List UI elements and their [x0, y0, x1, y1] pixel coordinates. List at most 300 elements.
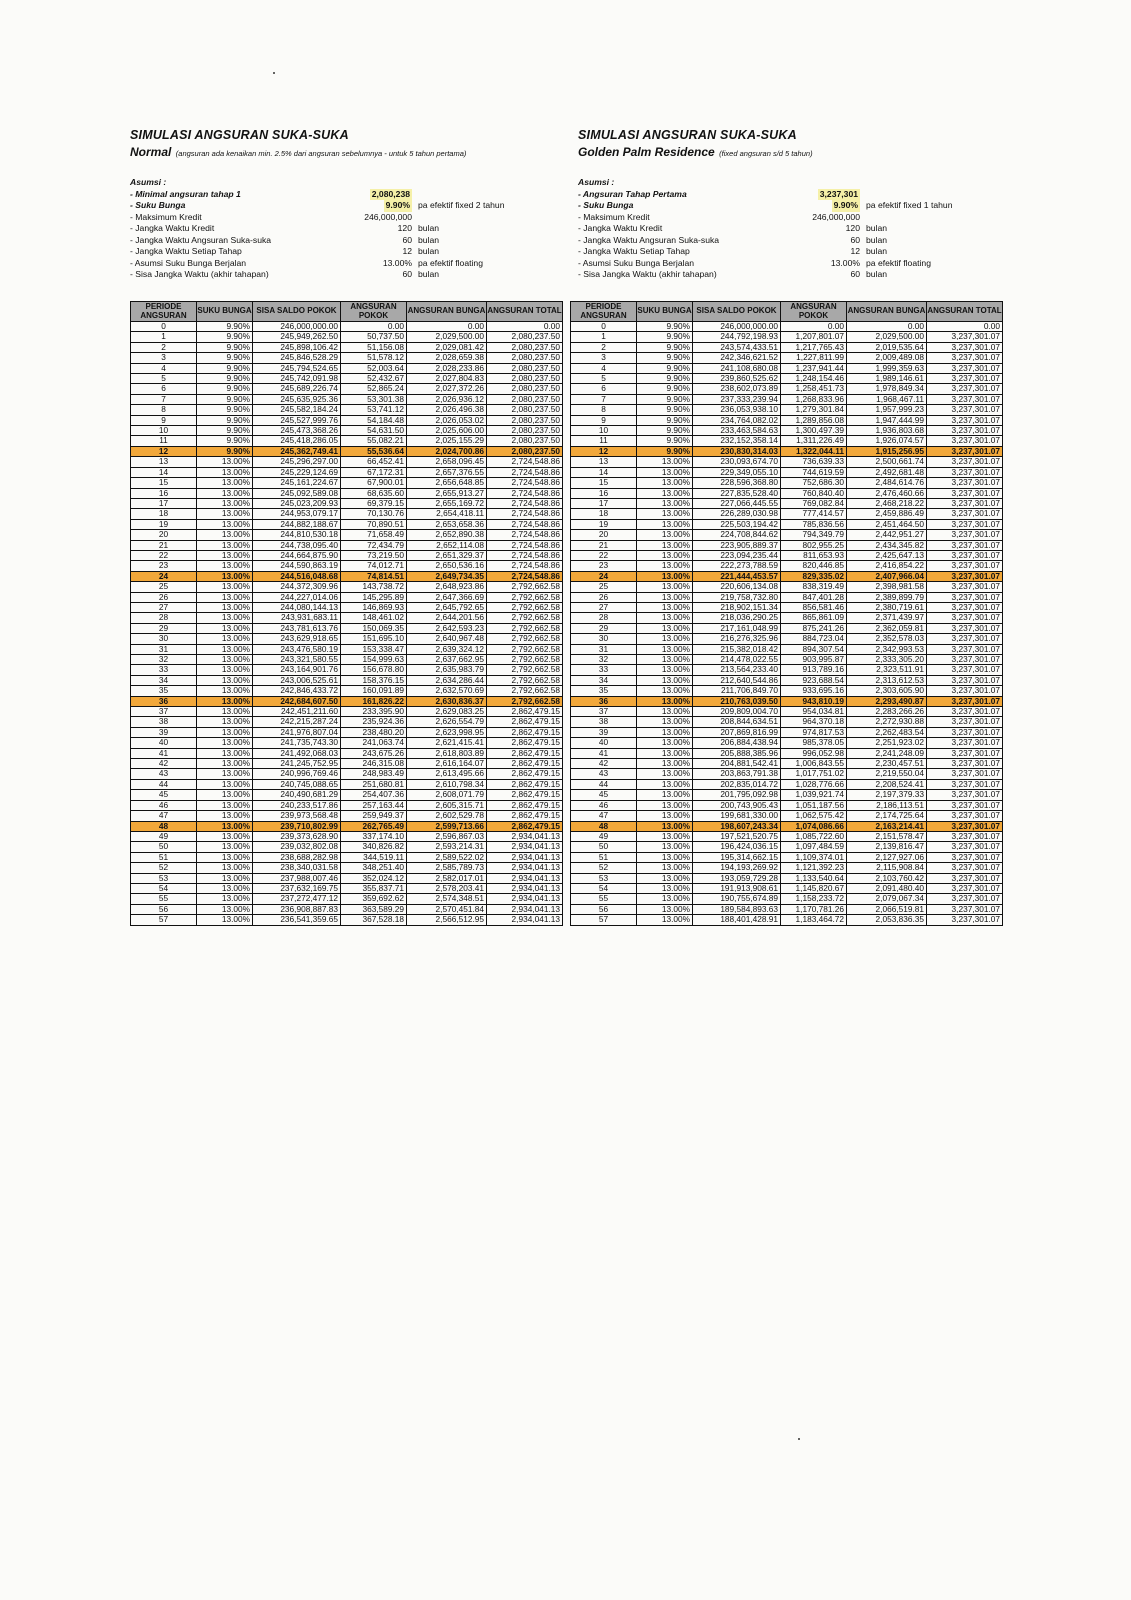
table-cell: 2,080,237.50: [487, 353, 563, 363]
assumption-row: [578, 200, 1026, 212]
table-cell: 2,724,548.86: [487, 478, 563, 488]
table-cell: 913,789.16: [781, 665, 847, 675]
table-cell: 2,644,201.56: [407, 613, 487, 623]
table-cell: 13.00%: [197, 675, 253, 685]
table-cell: 239,373,628.90: [253, 831, 341, 841]
table-cell: 56: [131, 904, 197, 914]
table-cell: 30: [571, 634, 637, 644]
assumption-row: [130, 269, 578, 281]
table-cell: 2,618,803.89: [407, 748, 487, 758]
table-cell: 233,463,584.63: [693, 426, 781, 436]
table-cell: 33: [131, 665, 197, 675]
table-cell: 2,219,550.04: [847, 769, 927, 779]
table-cell: 9: [571, 415, 637, 425]
table-row: [571, 384, 1003, 394]
right-simulation-header: [578, 128, 1026, 297]
table-cell: 160,091.89: [341, 686, 407, 696]
assumption-note: bulan: [866, 234, 888, 245]
table-row: [571, 748, 1003, 758]
table-cell: 237,988,007.46: [253, 873, 341, 883]
table-cell: 46: [571, 800, 637, 810]
table-cell: 13.00%: [197, 904, 253, 914]
table-cell: 0.00: [781, 322, 847, 332]
table-row: [131, 519, 563, 529]
table-cell: 2,623,998.95: [407, 727, 487, 737]
table-cell: 2,492,681.48: [847, 467, 927, 477]
table-cell: 2,352,578.03: [847, 634, 927, 644]
table-cell: 3,237,301.07: [927, 883, 1003, 893]
table-cell: 3,237,301.07: [927, 717, 1003, 727]
table-cell: 2,091,480.40: [847, 883, 927, 893]
assumption-note: bulan: [866, 246, 888, 256]
table-cell: 2,792,662.58: [487, 644, 563, 654]
table-row: [131, 530, 563, 540]
table-cell: 3,237,301.07: [927, 415, 1003, 425]
table-cell: 1,097,484.59: [781, 842, 847, 852]
table-cell: 2,862,479.15: [487, 717, 563, 727]
table-cell: 37: [131, 707, 197, 717]
table-cell: 2,862,479.15: [487, 811, 563, 821]
table-row: [571, 665, 1003, 675]
table-cell: 2,115,908.84: [847, 863, 927, 873]
column-header: ANGSURAN BUNGA: [407, 302, 487, 322]
table-cell: 233,395.90: [341, 707, 407, 717]
table-cell: 53: [131, 873, 197, 883]
table-cell: 352,024.12: [341, 873, 407, 883]
scan-speck: [798, 1438, 800, 1440]
table-cell: 53,301.38: [341, 394, 407, 404]
table-cell: 2,639,324.12: [407, 644, 487, 654]
table-row: [571, 821, 1003, 831]
table-cell: 13.00%: [197, 696, 253, 706]
table-cell: 2,724,548.86: [487, 550, 563, 560]
table-row: [131, 790, 563, 800]
table-row: [571, 779, 1003, 789]
left-assumption-list: [130, 189, 578, 281]
table-row: [131, 915, 563, 925]
assumption-note: pa efektif floating: [418, 257, 483, 268]
table-row: [131, 863, 563, 873]
table-cell: 13.00%: [637, 842, 693, 852]
table-cell: 206,884,438.94: [693, 738, 781, 748]
table-row: [571, 686, 1003, 696]
table-cell: 2,080,237.50: [487, 405, 563, 415]
table-cell: 2,658,096.45: [407, 457, 487, 467]
table-cell: 3,237,301.07: [927, 738, 1003, 748]
assumption-row: [578, 246, 1026, 258]
table-cell: 67,900.01: [341, 478, 407, 488]
table-cell: 2,025,606.00: [407, 426, 487, 436]
table-cell: 242,684,607.50: [253, 696, 341, 706]
assumption-row: [578, 235, 1026, 247]
table-row: [571, 769, 1003, 779]
table-cell: 1,121,392.23: [781, 863, 847, 873]
table-cell: 2,080,237.50: [487, 342, 563, 352]
assumption-label: - Jangka Waktu Angsuran Suka-suka: [130, 234, 272, 245]
assumption-note: pa efektif floating: [866, 257, 931, 268]
table-cell: 2,272,930.88: [847, 717, 927, 727]
table-cell: 9.90%: [637, 426, 693, 436]
table-cell: 246,315.08: [341, 759, 407, 769]
table-cell: 57: [131, 915, 197, 925]
table-cell: 2,608,071.79: [407, 790, 487, 800]
table-cell: 3,237,301.07: [927, 550, 1003, 560]
table-row: [131, 488, 563, 498]
table-cell: 13.00%: [637, 582, 693, 592]
table-cell: 9.90%: [637, 374, 693, 384]
left-simulation-header: [130, 128, 578, 297]
table-cell: 9.90%: [197, 332, 253, 342]
table-cell: 47: [571, 811, 637, 821]
table-cell: 2,862,479.15: [487, 790, 563, 800]
table-cell: 189,584,893.63: [693, 904, 781, 914]
table-row: [131, 467, 563, 477]
table-cell: 2,934,041.13: [487, 894, 563, 904]
table-cell: 13.00%: [197, 863, 253, 873]
table-cell: 6: [131, 384, 197, 394]
table-cell: 13.00%: [197, 915, 253, 925]
table-cell: 13.00%: [197, 478, 253, 488]
table-row: [131, 478, 563, 488]
table-cell: 245,846,528.29: [253, 353, 341, 363]
table-row: [571, 863, 1003, 873]
assumption-row: [130, 200, 578, 212]
table-cell: 25: [571, 582, 637, 592]
table-row: [571, 394, 1003, 404]
table-cell: 12: [131, 446, 197, 456]
assumption-row: [578, 212, 1026, 224]
table-cell: 2,174,725.64: [847, 811, 927, 821]
table-cell: 2,934,041.13: [487, 852, 563, 862]
assumption-label: - Sisa Jangka Waktu (akhir tahapan): [578, 269, 717, 279]
table-cell: 337,174.10: [341, 831, 407, 841]
table-cell: 13.00%: [637, 540, 693, 550]
table-cell: 13.00%: [637, 592, 693, 602]
table-row: [131, 457, 563, 467]
table-row: [571, 873, 1003, 883]
table-cell: 48: [571, 821, 637, 831]
table-row: [571, 405, 1003, 415]
assumption-note: pa efektif fixed 2 tahun: [418, 200, 505, 210]
table-cell: 238,602,073.89: [693, 384, 781, 394]
table-cell: 74,012.71: [341, 561, 407, 571]
table-cell: 3,237,301.07: [927, 842, 1003, 852]
table-row: [131, 769, 563, 779]
table-row: [131, 571, 563, 581]
table-row: [131, 759, 563, 769]
table-cell: 13.00%: [197, 571, 253, 581]
table-cell: 10: [571, 426, 637, 436]
table-cell: 50,737.50: [341, 332, 407, 342]
assumption-value: 60: [850, 269, 860, 279]
table-cell: 2,862,479.15: [487, 821, 563, 831]
table-cell: 2,792,662.58: [487, 634, 563, 644]
table-cell: 2,862,479.15: [487, 769, 563, 779]
assumption-label: - Angsuran Tahap Pertama: [578, 188, 687, 199]
table-cell: 198,607,243.34: [693, 821, 781, 831]
table-row: [571, 488, 1003, 498]
table-row: [131, 800, 563, 810]
table-row: [131, 498, 563, 508]
table-cell: 2,342,993.53: [847, 644, 927, 654]
table-cell: 245,794,524.65: [253, 363, 341, 373]
table-cell: 22: [131, 550, 197, 560]
table-cell: 55: [131, 894, 197, 904]
table-cell: 239,860,525.62: [693, 374, 781, 384]
table-cell: 21: [571, 540, 637, 550]
table-cell: 245,296,297.00: [253, 457, 341, 467]
table-cell: 3,237,301.07: [927, 363, 1003, 373]
table-cell: 54: [571, 883, 637, 893]
table-cell: 3,237,301.07: [927, 769, 1003, 779]
table-cell: 3,237,301.07: [927, 405, 1003, 415]
table-cell: 974,817.53: [781, 727, 847, 737]
table-cell: 811,653.93: [781, 550, 847, 560]
table-cell: 242,451,211.60: [253, 707, 341, 717]
table-cell: 13.00%: [637, 488, 693, 498]
table-cell: 245,949,262.50: [253, 332, 341, 342]
table-cell: 3,237,301.07: [927, 530, 1003, 540]
column-header: ANGSURAN TOTAL: [927, 302, 1003, 322]
table-cell: 760,840.40: [781, 488, 847, 498]
table-cell: 208,844,634.51: [693, 717, 781, 727]
table-cell: 13.00%: [637, 602, 693, 612]
left-subtitle-note: (angsuran ada kenaikan min. 2.5% dari angsuran sebelumnya - untuk 5 tahun pertama): [175, 149, 467, 158]
table-cell: 235,924.36: [341, 717, 407, 727]
assumption-label: - Jangka Waktu Setiap Tahap: [578, 246, 690, 256]
table-cell: 244,664,875.90: [253, 550, 341, 560]
table-row: [571, 374, 1003, 384]
table-cell: 3,237,301.07: [927, 561, 1003, 571]
table-cell: 248,983.49: [341, 769, 407, 779]
table-cell: 2,634,286.44: [407, 675, 487, 685]
table-cell: 227,066,445.55: [693, 498, 781, 508]
table-row: [571, 675, 1003, 685]
assumption-label: - Asumsi Suku Bunga Berjalan: [578, 257, 695, 268]
table-cell: 243,675.26: [341, 748, 407, 758]
table-cell: 794,349.79: [781, 530, 847, 540]
table-cell: 2,009,489.08: [847, 353, 927, 363]
table-cell: 744,619.59: [781, 467, 847, 477]
table-cell: 243,931,683.11: [253, 613, 341, 623]
table-cell: 2,026,496.38: [407, 405, 487, 415]
table-cell: 53: [571, 873, 637, 883]
table-cell: 2,792,662.58: [487, 592, 563, 602]
table-cell: 2,313,612.53: [847, 675, 927, 685]
table-cell: 13.00%: [637, 623, 693, 633]
table-cell: 3,237,301.07: [927, 384, 1003, 394]
table-cell: 2,303,605.90: [847, 686, 927, 696]
table-cell: 2,724,548.86: [487, 509, 563, 519]
table-cell: 3,237,301.07: [927, 488, 1003, 498]
table-cell: 1,227,811.99: [781, 353, 847, 363]
table-cell: 2,792,662.58: [487, 675, 563, 685]
table-cell: 51: [571, 852, 637, 862]
table-cell: 2,613,495.66: [407, 769, 487, 779]
table-cell: 2,650,536.16: [407, 561, 487, 571]
table-cell: 2,029,081.42: [407, 342, 487, 352]
table-cell: 2,197,379.33: [847, 790, 927, 800]
table-cell: 2,792,662.58: [487, 696, 563, 706]
assumption-label: - Jangka Waktu Kredit: [578, 223, 663, 233]
table-cell: 2,724,548.86: [487, 530, 563, 540]
assumption-row: [578, 269, 1026, 281]
column-header: ANGSURAN BUNGA: [847, 302, 927, 322]
table-cell: 2,649,734.35: [407, 571, 487, 581]
table-cell: 2,451,464.50: [847, 519, 927, 529]
table-cell: 19: [571, 519, 637, 529]
table-header-row: [131, 302, 563, 322]
table-cell: 3,237,301.07: [927, 655, 1003, 665]
table-cell: 34: [131, 675, 197, 685]
table-cell: 244,227,014.06: [253, 592, 341, 602]
table-cell: 232,152,358.14: [693, 436, 781, 446]
table-cell: 25: [131, 582, 197, 592]
table-cell: 13.00%: [637, 634, 693, 644]
table-cell: 13.00%: [637, 675, 693, 685]
table-cell: 3,237,301.07: [927, 634, 1003, 644]
table-cell: 2,241,248.09: [847, 748, 927, 758]
table-cell: 13.00%: [637, 883, 693, 893]
assumption-value: 12: [850, 246, 860, 256]
table-row: [131, 665, 563, 675]
table-cell: 244,738,095.40: [253, 540, 341, 550]
table-cell: 195,314,662.15: [693, 852, 781, 862]
table-cell: 245,635,925.36: [253, 394, 341, 404]
table-cell: 13: [571, 457, 637, 467]
table-cell: 56: [571, 904, 637, 914]
table-row: [571, 582, 1003, 592]
table-cell: 13.00%: [197, 779, 253, 789]
table-cell: 2,657,376.55: [407, 467, 487, 477]
table-cell: 1,999,359.63: [847, 363, 927, 373]
table-row: [571, 831, 1003, 841]
table-cell: 2,632,570.69: [407, 686, 487, 696]
table-cell: 3,237,301.07: [927, 686, 1003, 696]
column-header: SISA SALDO POKOK: [253, 302, 341, 322]
table-row: [571, 353, 1003, 363]
table-cell: 769,082.84: [781, 498, 847, 508]
table-cell: 11: [571, 436, 637, 446]
table-cell: 219,758,732.80: [693, 592, 781, 602]
table-cell: 44: [131, 779, 197, 789]
column-header: PERIODE ANGSURAN: [131, 302, 197, 322]
table-cell: 245,473,368.26: [253, 426, 341, 436]
table-cell: 2,025,155.29: [407, 436, 487, 446]
table-cell: 2,080,237.50: [487, 363, 563, 373]
table-cell: 13.00%: [197, 530, 253, 540]
table-cell: 222,273,788.59: [693, 561, 781, 571]
table-cell: 2,333,305.20: [847, 655, 927, 665]
table-cell: 838,319.49: [781, 582, 847, 592]
table-cell: 3,237,301.07: [927, 863, 1003, 873]
table-cell: 36: [131, 696, 197, 706]
table-cell: 245,742,091.98: [253, 374, 341, 384]
assumption-label: - Jangka Waktu Kredit: [130, 223, 215, 233]
table-cell: 9.90%: [197, 394, 253, 404]
table-row: [131, 748, 563, 758]
table-cell: 2,027,372.26: [407, 384, 487, 394]
table-cell: 54: [131, 883, 197, 893]
table-cell: 2,585,789.73: [407, 863, 487, 873]
table-cell: 245,689,226.74: [253, 384, 341, 394]
table-cell: 1,133,540.64: [781, 873, 847, 883]
table-cell: 16: [131, 488, 197, 498]
table-cell: 30: [131, 634, 197, 644]
table-cell: 13.00%: [197, 738, 253, 748]
table-cell: 2,127,927.06: [847, 852, 927, 862]
table-cell: 875,241.26: [781, 623, 847, 633]
table-cell: 2,080,237.50: [487, 384, 563, 394]
table-cell: 13.00%: [197, 790, 253, 800]
table-cell: 2,425,647.13: [847, 550, 927, 560]
table-cell: 224,708,844.62: [693, 530, 781, 540]
table-row: [131, 873, 563, 883]
table-row: [571, 519, 1003, 529]
table-cell: 2,080,237.50: [487, 332, 563, 342]
table-cell: 52: [571, 863, 637, 873]
table-cell: 5: [131, 374, 197, 384]
table-cell: 3,237,301.07: [927, 665, 1003, 675]
table-cell: 244,953,079.17: [253, 509, 341, 519]
table-cell: 234,764,082.02: [693, 415, 781, 425]
assumption-label: - Suku Bunga: [578, 200, 634, 210]
table-cell: 1,322,044.11: [781, 446, 847, 456]
table-cell: 55,082.21: [341, 436, 407, 446]
table-cell: 243,781,613.76: [253, 623, 341, 633]
table-row: [131, 717, 563, 727]
table-cell: 196,424,036.15: [693, 842, 781, 852]
table-cell: 27: [571, 602, 637, 612]
table-cell: 33: [571, 665, 637, 675]
table-cell: 2,862,479.15: [487, 738, 563, 748]
table-cell: 985,378.05: [781, 738, 847, 748]
table-cell: 244,516,048.68: [253, 571, 341, 581]
table-cell: 241,245,752.95: [253, 759, 341, 769]
table-cell: 13.00%: [197, 748, 253, 758]
table-row: [131, 831, 563, 841]
table-row: [131, 904, 563, 914]
table-cell: 158,376.15: [341, 675, 407, 685]
table-cell: 237,333,239.94: [693, 394, 781, 404]
assumption-value: 9.90%: [833, 200, 858, 210]
table-cell: 218,902,151.34: [693, 602, 781, 612]
table-row: [571, 498, 1003, 508]
table-cell: 68,635.60: [341, 488, 407, 498]
table-cell: 903,995.87: [781, 655, 847, 665]
table-cell: 6: [571, 384, 637, 394]
table-cell: 923,688.54: [781, 675, 847, 685]
table-cell: 3,237,301.07: [927, 374, 1003, 384]
right-assumptions: [578, 177, 1026, 297]
table-cell: 50: [571, 842, 637, 852]
table-cell: 3,237,301.07: [927, 894, 1003, 904]
assumption-value: 60: [402, 234, 412, 245]
table-cell: 13.00%: [197, 613, 253, 623]
assumption-note: bulan: [418, 234, 440, 245]
table-cell: 2,208,524.41: [847, 779, 927, 789]
table-cell: 13.00%: [197, 811, 253, 821]
table-cell: 48: [131, 821, 197, 831]
table-cell: 71,658.49: [341, 530, 407, 540]
table-cell: 246,000,000.00: [253, 322, 341, 332]
table-cell: 9.90%: [637, 446, 693, 456]
table-row: [571, 738, 1003, 748]
table-cell: 194,193,269.92: [693, 863, 781, 873]
table-row: [131, 322, 563, 332]
table-cell: 53,741.12: [341, 405, 407, 415]
table-cell: 45: [571, 790, 637, 800]
